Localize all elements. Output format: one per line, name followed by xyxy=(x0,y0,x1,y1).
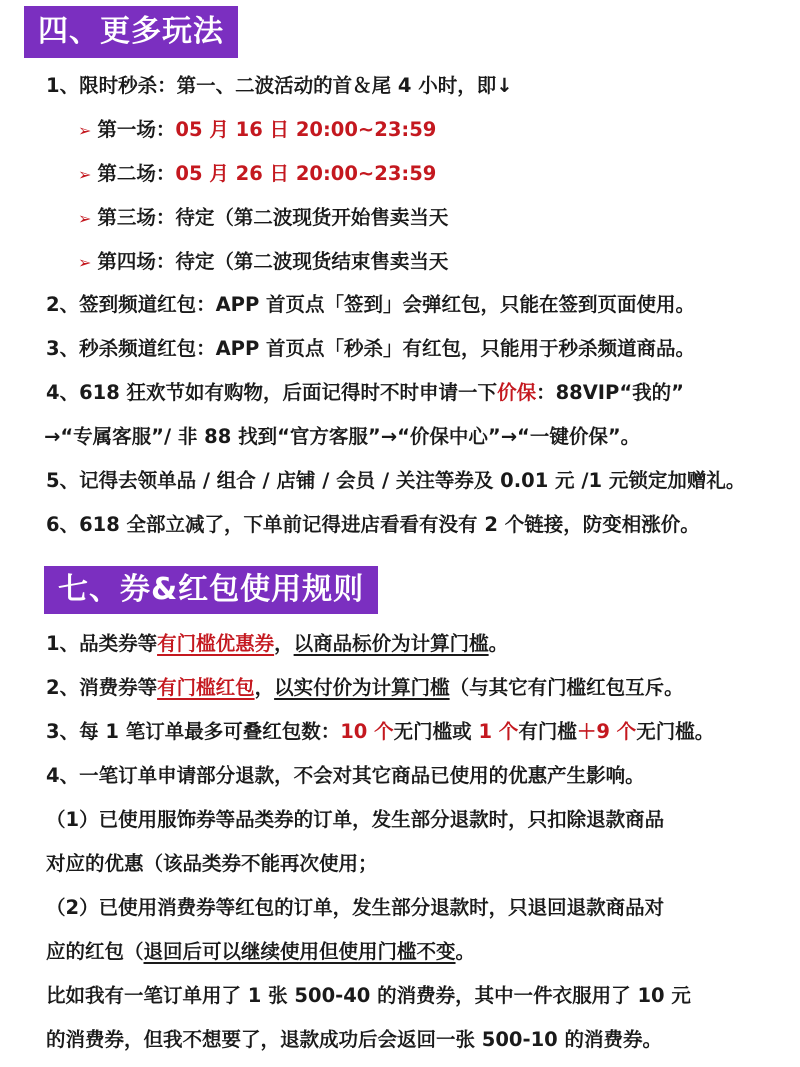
rule-text: 无门槛或 xyxy=(393,720,479,743)
arrow-bullet-icon: ➢ xyxy=(78,253,92,272)
count-highlight: ＋9 个 xyxy=(576,720,637,743)
rule-text: 无门槛。 xyxy=(636,720,715,743)
rule-1-flash-sale: 1、限时秒杀：第一、二波活动的首＆尾 4 小时，即↓ xyxy=(46,74,513,97)
session-time: 05 月 16 日 20:00~23:59 xyxy=(175,118,437,141)
threshold-packet-highlight: 有门槛红包 xyxy=(157,676,255,699)
section-4-title: 四、更多玩法 xyxy=(24,6,238,58)
rule-text: 有门槛 xyxy=(518,720,577,743)
rule-text: 应的红包（ xyxy=(46,940,144,963)
flash-sale-session-3 xyxy=(78,204,448,233)
rule-text: 。 xyxy=(488,632,509,655)
count-highlight: 1 个 xyxy=(478,720,519,743)
refund-note-2a: （2）已使用消费券等红包的订单，发生部分退款时，只退回退款商品对 xyxy=(46,896,665,919)
rule-text: 1、品类券等 xyxy=(46,632,158,655)
flash-sale-session-2 xyxy=(78,160,436,189)
price-protect-highlight: 价保 xyxy=(497,381,537,404)
refund-note-1a: （1）已使用服饰券等品类券的订单，发生部分退款时，只扣除退款商品 xyxy=(46,808,665,831)
rule-4-price-protection xyxy=(46,379,684,407)
flash-sale-session-1 xyxy=(78,116,436,145)
refund-note-2b xyxy=(46,938,475,966)
flash-sale-session-4 xyxy=(78,248,448,277)
arrow-bullet-icon: ➢ xyxy=(78,165,92,184)
example-line-1: 比如我有一笔订单用了 1 张 500-40 的消费券，其中一件衣服用了 10 元 xyxy=(46,984,691,1007)
session-text: 第三场：待定（第二波现货开始售卖当天 xyxy=(97,206,449,229)
usage-rule-4: 4、一笔订单申请部分退款，不会对其它商品已使用的优惠产生影响。 xyxy=(46,764,645,787)
session-label: 第二场： xyxy=(97,162,176,185)
session-time: 05 月 26 日 20:00~23:59 xyxy=(175,162,437,185)
calc-basis-underline: 以商品标价为计算门槛 xyxy=(293,632,489,655)
rule-5-coupons: 5、记得去领单品 / 组合 / 店铺 / 会员 / 关注等券及 0.01 元 /1 元锁定加赠礼。 xyxy=(46,469,746,492)
threshold-coupon-highlight: 有门槛优惠券 xyxy=(157,632,275,655)
rule-text: 4、618 狂欢节如有购物，后面记得时不时申请一下 xyxy=(46,381,498,404)
usage-rule-2 xyxy=(46,674,684,702)
rule-text: （与其它有门槛红包互斥。 xyxy=(449,676,684,699)
rule-text: ， xyxy=(254,676,275,699)
usage-rule-3 xyxy=(46,718,714,746)
count-highlight: 10 个 xyxy=(340,720,394,743)
arrow-bullet-icon: ➢ xyxy=(78,121,92,140)
refund-note-1b: 对应的优惠（该品类券不能再次使用； xyxy=(46,852,378,875)
rule-4-path: →“专属客服”/ 非 88 找到“官方客服”→“价保中心”→“一键价保”。 xyxy=(44,425,641,448)
arrow-bullet-icon: ➢ xyxy=(78,209,92,228)
rule-3-flash-packet: 3、秒杀频道红包：APP 首页点「秒杀」有红包，只能用于秒杀频道商品。 xyxy=(46,337,696,360)
usage-rule-1 xyxy=(46,630,508,658)
session-label: 第一场： xyxy=(97,118,176,141)
rule-text: 。 xyxy=(455,940,476,963)
rule-2-checkin-packet: 2、签到频道红包：APP 首页点「签到」会弹红包，只能在签到页面使用。 xyxy=(46,293,696,316)
session-text: 第四场：待定（第二波现货结束售卖当天 xyxy=(97,250,449,273)
section-7-title: 七、券&红包使用规则 xyxy=(44,566,378,614)
rule-text: ：88VIP“我的” xyxy=(536,381,684,404)
reuse-underline: 退回后可以继续使用但使用门槛不变 xyxy=(143,940,456,963)
example-line-2: 的消费券，但我不想要了，退款成功后会返回一张 500-10 的消费券。 xyxy=(46,1028,663,1051)
rule-6-links: 6、618 全部立减了，下单前记得进店看看有没有 2 个链接，防变相涨价。 xyxy=(46,513,700,536)
rule-text: 2、消费券等 xyxy=(46,676,158,699)
rule-text: 3、每 1 笔订单最多可叠红包数： xyxy=(46,720,341,743)
rule-text: ， xyxy=(274,632,294,655)
calc-basis-underline: 以实付价为计算门槛 xyxy=(274,676,450,699)
